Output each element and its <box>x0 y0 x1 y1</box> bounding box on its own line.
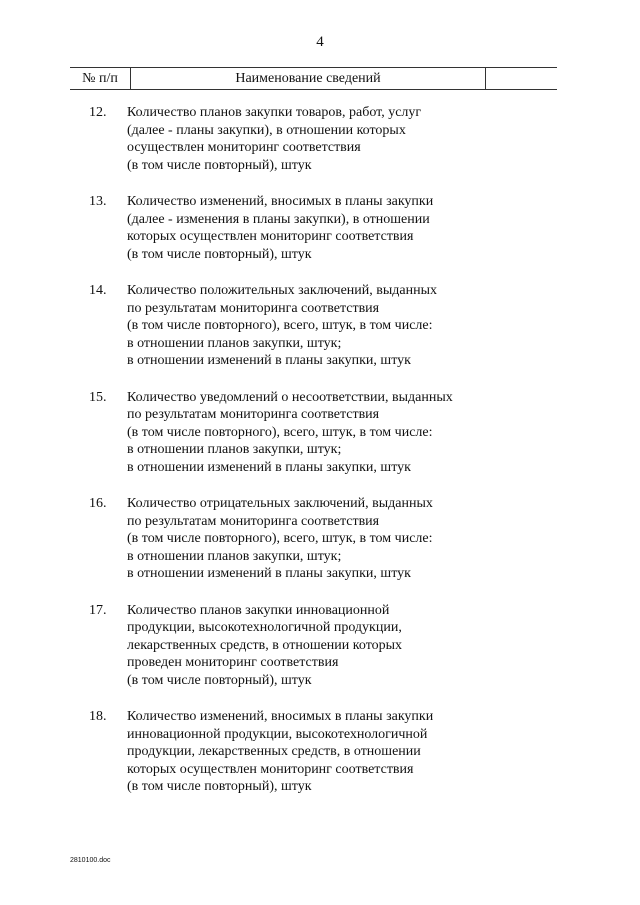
item-description-line: (в том числе повторный), штук <box>127 672 312 688</box>
item-description <box>127 193 507 263</box>
item-description-line: в отношении изменений в планы закупки, штук <box>127 566 411 581</box>
item-description <box>127 602 507 690</box>
item-description-line: продукции, лекарственных средств, в отношении <box>127 744 421 759</box>
item-description-line: Количество изменений, вносимых в планы закупки <box>127 709 434 724</box>
item-description <box>127 389 507 477</box>
item-description-line: в отношении изменений в планы закупки, штук <box>127 459 411 475</box>
item-description-line: Количество уведомлений о несоответствии, выданных <box>127 389 453 405</box>
item-description-line: продукции, высокотехнологичной продукции, <box>127 620 402 635</box>
item-number: 17. <box>89 602 107 618</box>
item-description-line: в отношении изменений в планы закупки, штук <box>127 353 411 368</box>
item-description-line: (в том числе повторного), всего, штук, в том числе: <box>127 531 433 546</box>
item-description <box>127 282 507 370</box>
item-description-line: (в том числе повторный), штук <box>127 157 312 173</box>
item-description-line: которых осуществлен мониторинг соответствия <box>127 761 414 777</box>
item-description-line: по результатам мониторинга соответствия <box>127 513 380 529</box>
item-description-line: которых осуществлен мониторинг соответствия <box>127 229 414 244</box>
item-number: 16. <box>89 496 107 511</box>
column-header-number: № п/п <box>70 68 131 89</box>
item-description-line: Количество планов закупки товаров, работ, услуг <box>127 105 422 120</box>
item-description-line: Количество положительных заключений, выданных <box>127 283 438 298</box>
page-number: 4 <box>316 34 324 50</box>
item-description-line: (далее - планы закупки), в отношении которых <box>127 122 406 138</box>
list-item <box>0 495 640 583</box>
item-description-line: (в том числе повторного), всего, штук, в том числе: <box>127 318 433 333</box>
list-item <box>0 193 640 263</box>
item-description-line: в отношении планов закупки, штук; <box>127 548 342 564</box>
item-description <box>127 495 507 583</box>
item-description-line: осуществлен мониторинг соответствия <box>127 140 361 155</box>
item-description-line: Количество отрицательных заключений, выданных <box>127 496 433 511</box>
list-item <box>0 708 640 796</box>
item-description-line: (в том числе повторный), штук <box>127 246 312 262</box>
item-description-line: Количество планов закупки инновационной <box>127 602 390 618</box>
list-item <box>0 602 640 690</box>
item-number: 14. <box>89 283 107 298</box>
item-description <box>127 708 507 796</box>
column-header-empty <box>486 68 557 89</box>
list-item <box>0 389 640 477</box>
column-header-name: Наименование сведений <box>131 68 486 89</box>
entries-list <box>0 104 640 815</box>
item-number: 15. <box>89 389 107 405</box>
document-filename: 2810100.doc <box>70 857 111 864</box>
item-description-line: Количество изменений, вносимых в планы закупки <box>127 194 434 209</box>
item-description-line: по результатам мониторинга соответствия <box>127 407 380 422</box>
list-item <box>0 104 640 174</box>
item-description-line: (в том числе повторного), всего, штук, в том числе: <box>127 424 433 440</box>
item-description-line: в отношении планов закупки, штук; <box>127 335 342 351</box>
item-description <box>127 104 507 174</box>
item-number: 13. <box>89 194 107 209</box>
item-description-line: (в том числе повторный), штук <box>127 779 312 794</box>
list-item <box>0 282 640 370</box>
item-description-line: (далее - изменения в планы закупки), в отношении <box>127 211 430 227</box>
item-description-line: по результатам мониторинга соответствия <box>127 300 380 316</box>
item-number: 18. <box>89 709 107 724</box>
item-description-line: лекарственных средств, в отношении которых <box>127 637 403 653</box>
item-description-line: в отношении планов закупки, штук; <box>127 442 342 457</box>
item-description-line: проведен мониторинг соответствия <box>127 655 339 670</box>
table-header <box>70 67 557 90</box>
item-description-line: инновационной продукции, высокотехнологичной <box>127 726 428 742</box>
item-number: 12. <box>89 105 107 120</box>
